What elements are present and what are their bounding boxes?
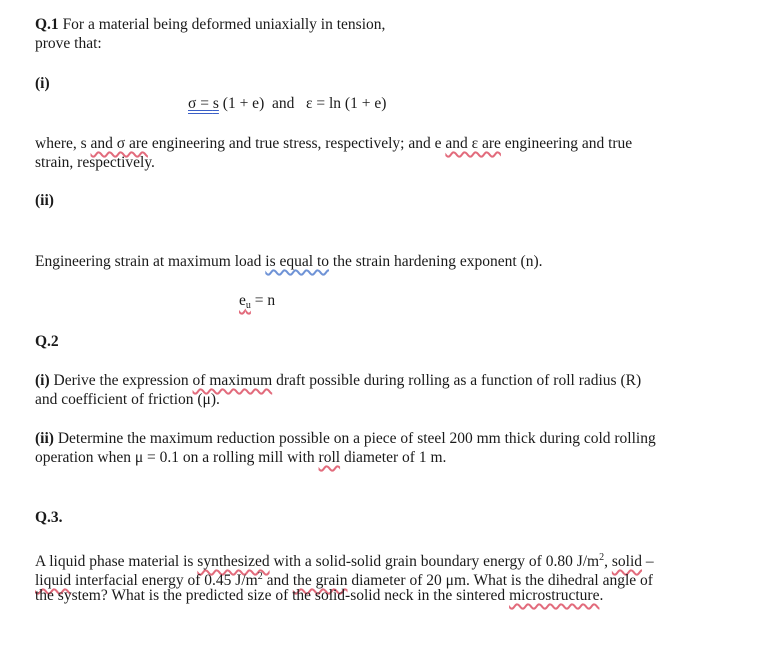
q1-where-t2: engineering and true stress, respectively; and e bbox=[147, 135, 446, 152]
q3-heading: Q.3. bbox=[35, 509, 63, 526]
q1-statement-t2: the strain hardening exponent (n). bbox=[329, 253, 543, 270]
q1-formula2-sub: u bbox=[245, 300, 251, 311]
q1-part-ii-label: (ii) bbox=[35, 192, 54, 209]
q1-formula-2 bbox=[239, 292, 275, 315]
q3-l1-solid: solid bbox=[611, 553, 643, 570]
q1-formula-epsilon: ε = ln (1 + e) bbox=[305, 95, 387, 112]
q3-l1-t1: A liquid phase material is bbox=[35, 553, 198, 570]
q2-ii-t1: Determine the maximum reduction possible on a piece of steel 200 mm thick during cold rolling bbox=[53, 430, 656, 447]
q3-l3-t1: the system? What is the predicted size of the solid-solid neck in the sintered bbox=[35, 587, 510, 604]
q1-intro-line-2: prove that: bbox=[35, 35, 102, 52]
q3-l1-t2: with a solid-solid grain boundary energy of 0.80 J/m bbox=[269, 553, 600, 570]
q1-formula2-e: $e_u$ bbox=[239, 292, 251, 311]
q3-l1-t4: – bbox=[642, 553, 654, 570]
q2-part-i-line-1 bbox=[35, 372, 641, 390]
q1-where-line-2: strain, respectively. bbox=[35, 154, 155, 171]
q3-l1-sup: 2 bbox=[599, 552, 605, 563]
q2-part-ii-line-2 bbox=[35, 449, 446, 467]
q1-where-t1: where, s bbox=[35, 135, 91, 152]
q2-part-ii-label: (ii) bbox=[35, 430, 54, 447]
q3-l3-microstructure: microstructure bbox=[509, 587, 600, 604]
q1-where-and2: and ε are bbox=[445, 135, 501, 152]
q1-heading: Q.1 bbox=[35, 16, 59, 33]
q1-formula-sigma: σ = bbox=[188, 95, 213, 112]
q2-ii-roll: roll bbox=[318, 449, 341, 466]
q3-l1-synthesized: synthesized bbox=[197, 553, 270, 570]
q1-part-i-label: (i) bbox=[35, 75, 50, 92]
q3-l2-the-grain: the grain bbox=[292, 572, 348, 589]
q3-line-3 bbox=[35, 587, 603, 605]
q1-statement-equal: is equal to bbox=[265, 253, 330, 270]
q1-formula bbox=[188, 95, 386, 113]
q1-intro-text: For a material being deformed uniaxially in tension, bbox=[58, 16, 386, 33]
q1-where-t3: engineering and true bbox=[500, 135, 633, 152]
q1-where-line-1 bbox=[35, 135, 632, 153]
q1-where-and1: and σ are bbox=[90, 135, 148, 152]
q3-l2-t3: diameter of 20 μm. What is the dihedral angle of bbox=[347, 572, 653, 589]
q3-l2-t2: and bbox=[262, 572, 293, 589]
q2-part-i-label: (i) bbox=[35, 372, 50, 389]
q1-formula2-rest: = n bbox=[250, 292, 276, 309]
q3-l1-t3: , bbox=[604, 553, 612, 570]
q1-statement-t1: Engineering strain at maximum load bbox=[35, 253, 266, 270]
q1-intro-line-1 bbox=[35, 16, 385, 34]
q3-l2-sup: 2 bbox=[257, 571, 263, 582]
q3-l2-liquid: liquid bbox=[35, 572, 72, 589]
q2-part-i-line-2: and coefficient of friction (μ). bbox=[35, 391, 220, 408]
q2-ii-t3: diameter of 1 m. bbox=[340, 449, 447, 466]
q3-l2-t1: interfacial energy of 0.45 J/m bbox=[71, 572, 258, 589]
q2-i-t2: draft possible during rolling as a function of roll radius (R) bbox=[272, 372, 642, 389]
q1-statement bbox=[35, 253, 543, 271]
q2-part-ii-line-1 bbox=[35, 430, 656, 448]
q3-l3-t2: . bbox=[599, 587, 604, 604]
q2-i-of-maximum: of maximum bbox=[192, 372, 273, 389]
q2-heading: Q.2 bbox=[35, 333, 59, 350]
q1-formula-s: s bbox=[212, 95, 219, 112]
q2-i-t1: Derive the expression bbox=[49, 372, 193, 389]
q1-formula-s-rest: (1 + e) and bbox=[218, 95, 306, 112]
q2-ii-t2: operation when μ = 0.1 on a rolling mill with bbox=[35, 449, 319, 466]
